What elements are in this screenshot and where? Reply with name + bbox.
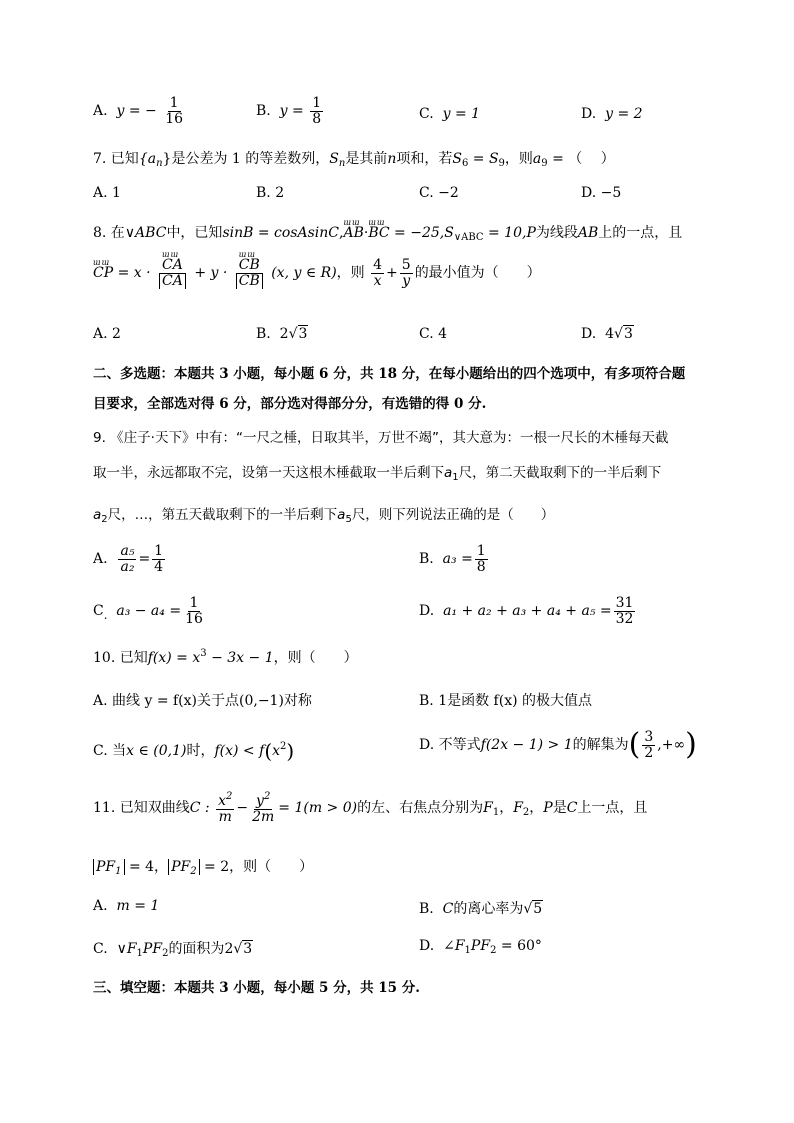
subscript: 1 xyxy=(115,866,122,877)
math: 4 xyxy=(605,326,615,342)
math: C xyxy=(566,800,578,817)
math: f(x) < f xyxy=(214,743,265,759)
q9-option-c xyxy=(93,596,207,626)
numerator: 4 xyxy=(373,257,383,273)
text: 的离心率为 xyxy=(453,901,524,917)
subscript: ∨ABC xyxy=(453,232,484,243)
numerator: 1 xyxy=(189,595,199,611)
radicand: 3 xyxy=(298,326,308,342)
q9-stem-line2 xyxy=(93,461,661,483)
math: a xyxy=(532,151,542,167)
option-expr: y = 1 xyxy=(442,106,481,122)
q8-stem-line1 xyxy=(93,218,683,243)
denominator: 2m xyxy=(252,808,275,825)
text: , xyxy=(339,225,344,241)
math: AB xyxy=(343,225,364,241)
math: (x, y ∈ R) xyxy=(271,265,337,282)
option-label: D. xyxy=(581,106,597,122)
fraction xyxy=(216,792,234,824)
option-label: A. xyxy=(93,551,108,568)
denominator: y xyxy=(402,272,411,289)
option-label: D. xyxy=(581,326,597,342)
q8-option-a: A. 2 xyxy=(93,326,121,342)
q8-option-b xyxy=(256,326,308,342)
text: 为线段 xyxy=(535,225,578,241)
paren: ( xyxy=(264,739,273,763)
math: 2 xyxy=(224,941,234,957)
q6-option-b xyxy=(256,96,325,126)
math: CA xyxy=(162,257,183,273)
math: CB xyxy=(236,273,263,289)
subscript: 2 xyxy=(490,945,497,956)
subscript: 1 xyxy=(464,945,471,956)
math: CB xyxy=(238,257,260,273)
text: 项和，若 xyxy=(396,151,453,167)
denominator: 16 xyxy=(165,110,184,127)
math: y xyxy=(256,793,264,809)
option-label: C. xyxy=(419,106,434,122)
q11-option-d xyxy=(419,938,542,956)
text: 11. 已知双曲线 xyxy=(93,800,190,817)
q10-option-c xyxy=(93,740,294,761)
math: PF xyxy=(171,859,191,875)
math: S xyxy=(452,151,462,167)
sqrt: √3 xyxy=(288,326,308,342)
math: PF xyxy=(96,859,116,875)
math: + xyxy=(386,265,398,282)
numerator: 1 xyxy=(154,543,164,559)
q9-option-b xyxy=(419,544,490,574)
radicand: 3 xyxy=(243,941,253,957)
paren: ) xyxy=(685,727,697,763)
radicand: 3 xyxy=(623,326,633,342)
text: 尺，则下列说法正确的是（ ） xyxy=(351,507,555,523)
denominator xyxy=(157,274,188,289)
text: 取一半，永远都取不完，设第一天这根木棰截取一半后剩下 xyxy=(93,465,444,481)
vector-cp xyxy=(93,258,114,282)
text: 是公差为 1 的等差数列， xyxy=(171,151,330,167)
denominator: a₂ xyxy=(120,558,135,575)
math: ∠F xyxy=(443,938,465,954)
numerator xyxy=(160,250,185,274)
fraction xyxy=(163,96,185,126)
subscript: n xyxy=(338,158,346,169)
text: 时， xyxy=(186,743,215,759)
q8-option-d xyxy=(581,326,634,342)
math: − xyxy=(236,800,249,817)
math: a₃ = xyxy=(442,551,473,568)
q8-stem-line2 xyxy=(93,250,541,289)
option-label: D. xyxy=(419,603,435,620)
vector-mark: ɯɯ xyxy=(162,250,180,259)
q8-option-c: C. 4 xyxy=(419,326,448,342)
text: 尺，…，第五天截取剩下的一半后剩下 xyxy=(107,507,338,523)
text: 尺，第二天截取剩下的一半后剩下 xyxy=(458,465,662,481)
text: 上一点，且 xyxy=(577,800,648,817)
text: C. 当 xyxy=(93,743,127,759)
math: x xyxy=(272,743,281,759)
math: a₁ + a₂ + a₃ + a₄ + a₅ = xyxy=(443,603,612,620)
math: PF xyxy=(470,938,491,954)
math: · xyxy=(363,225,369,241)
q7-option-c: C. −2 xyxy=(419,185,459,201)
denominator: x xyxy=(373,272,382,289)
option-label: C. xyxy=(93,941,108,957)
math: a xyxy=(93,507,102,523)
subscript: 9 xyxy=(498,158,505,169)
math: 2 xyxy=(279,326,289,342)
math: ,+∞ xyxy=(657,737,686,754)
text: ，则 xyxy=(336,265,365,282)
subscript: n xyxy=(156,158,163,169)
superscript: 2 xyxy=(280,741,287,752)
fraction xyxy=(642,730,655,760)
option-label: B. xyxy=(419,901,434,917)
denominator: 16 xyxy=(185,610,203,627)
math: = 60° xyxy=(496,938,542,954)
q11-stem-line2 xyxy=(93,856,313,877)
q11-option-b xyxy=(419,898,543,918)
numerator: 31 xyxy=(615,595,634,611)
subscript: 5 xyxy=(345,514,352,525)
option-expr: y = 2 xyxy=(605,106,643,122)
q7-stem xyxy=(93,148,615,169)
math: S xyxy=(329,151,339,167)
denominator: 4 xyxy=(154,558,164,575)
subscript: 2 xyxy=(190,866,197,877)
math: x ∈ (0,1) xyxy=(126,743,187,759)
fraction xyxy=(614,596,636,626)
text: 是 xyxy=(552,800,567,817)
q9-stem-line1: 9. 《庄子·天下》中有：“一尺之棰，日取其半，万世不竭”，其大意为：一根一尺长的木棰每天截 xyxy=(93,430,669,446)
q9-stem-line3 xyxy=(93,503,554,525)
subscript: 1 xyxy=(136,948,143,959)
math: F xyxy=(483,800,493,817)
denominator: 2 xyxy=(644,744,654,761)
text: D. 不等式 xyxy=(419,737,481,754)
fraction xyxy=(475,544,488,574)
text: ， xyxy=(529,800,544,817)
vector-ab xyxy=(343,218,364,241)
option-label: A. xyxy=(93,898,108,914)
option-label: D. xyxy=(419,938,435,954)
text: ，则 xyxy=(504,151,533,167)
math: = x · xyxy=(113,265,151,282)
denominator: 8 xyxy=(476,558,486,575)
q7-option-b: B. 2 xyxy=(256,185,285,201)
sqrt: √3 xyxy=(233,941,253,957)
math: m = 1 xyxy=(116,898,160,914)
fraction xyxy=(152,544,165,574)
math: f(x) = x xyxy=(147,650,201,666)
math: − 3x − 1 xyxy=(206,650,274,666)
subscript: 2 xyxy=(101,514,108,525)
fraction xyxy=(371,258,384,288)
numerator: 1 xyxy=(312,95,322,111)
q11-option-a xyxy=(93,898,159,914)
numerator: 5 xyxy=(401,257,411,273)
math: = S xyxy=(468,151,499,167)
option-label: B. xyxy=(256,326,271,342)
vector-mark: ɯɯ xyxy=(93,258,111,268)
math: S xyxy=(444,225,454,241)
q7-option-a: A. 1 xyxy=(93,185,121,201)
subscript: 1 xyxy=(492,807,500,819)
math: {a xyxy=(138,151,157,167)
math: + y · xyxy=(194,265,228,282)
math: = −25, xyxy=(389,225,445,241)
unit-vector-ca xyxy=(157,250,188,289)
denominator: 8 xyxy=(312,110,322,127)
math: sinB = cosAsinC xyxy=(222,225,339,241)
text: 8. 在 xyxy=(93,225,125,241)
math: = 10, xyxy=(483,225,527,241)
math: f(2x − 1) > 1 xyxy=(480,737,573,754)
option-label-dot: . xyxy=(103,607,108,622)
q6-option-c xyxy=(419,106,480,122)
math: AB xyxy=(577,225,599,241)
sqrt: √3 xyxy=(614,326,633,342)
math: n xyxy=(387,151,397,167)
math: } xyxy=(162,151,172,167)
fraction xyxy=(183,596,205,626)
q10-stem xyxy=(93,647,358,667)
q11-option-c xyxy=(93,938,253,959)
sqrt: √5 xyxy=(523,901,543,917)
option-expr: y = − xyxy=(116,103,157,120)
text: 的面积为 xyxy=(168,941,225,957)
radicand: 5 xyxy=(533,901,543,917)
text: 7. 已知 xyxy=(93,151,139,167)
q10-option-d xyxy=(419,727,697,763)
math: a xyxy=(444,465,453,481)
math: ∨F xyxy=(116,941,137,957)
q11-stem-line1 xyxy=(93,792,647,824)
math: = xyxy=(138,551,151,568)
q9-option-d xyxy=(419,596,637,626)
section-2-heading-line1: 二、多选题：本题共 3 小题，每小题 6 分，共 18 分，在每小题给出的四个选项中，有多项符合题 xyxy=(93,366,686,382)
subscript: 6 xyxy=(461,158,469,169)
text: = （ ） xyxy=(547,151,615,167)
abs-pf2 xyxy=(168,859,200,875)
superscript: 3 xyxy=(200,648,207,659)
math: PF xyxy=(142,941,163,957)
text: 10. 已知 xyxy=(93,650,148,666)
vector-mark: ɯɯ xyxy=(343,218,361,227)
q6-option-a xyxy=(93,96,187,126)
math: C xyxy=(442,901,454,917)
math: P xyxy=(526,225,536,241)
unit-vector-cb xyxy=(234,250,265,289)
paren: ( xyxy=(628,727,641,763)
math: F xyxy=(513,800,523,817)
subscript: 2 xyxy=(522,807,530,819)
option-label: A. xyxy=(93,103,108,120)
text: 中，已知 xyxy=(166,225,223,241)
math: x xyxy=(218,793,226,809)
math: ∨ABC xyxy=(124,225,167,241)
math: BC xyxy=(368,225,390,241)
math: = 4， xyxy=(124,859,169,875)
numerator: 3 xyxy=(644,729,654,745)
section-2-heading-line2: 目要求，全部选对得 6 分，部分选对得部分分，有选错的得 0 分. xyxy=(93,396,487,412)
option-label: C xyxy=(93,603,104,620)
q9-option-a xyxy=(93,544,167,574)
fraction xyxy=(310,96,323,126)
math: CP xyxy=(93,265,114,282)
math: P xyxy=(543,800,553,817)
denominator: 32 xyxy=(615,610,634,627)
text: ， xyxy=(499,800,514,817)
q10-option-b: B. 1是函数 f(x) 的极大值点 xyxy=(419,693,592,709)
vector-mark: ɯɯ xyxy=(238,250,256,259)
text: 的最小值为（ ） xyxy=(414,265,541,282)
subscript: 2 xyxy=(162,948,169,959)
text: 的解集为 xyxy=(572,737,629,754)
fraction xyxy=(250,792,276,824)
text: = 2，则（ ） xyxy=(199,859,314,875)
numerator xyxy=(237,250,262,274)
denominator xyxy=(234,274,265,289)
subscript: 1 xyxy=(452,472,459,483)
q10-option-a: A. 曲线 y = f(x)关于点(0,−1)对称 xyxy=(93,693,312,709)
math: a₃ − a₄ = xyxy=(116,603,182,620)
fraction xyxy=(400,258,413,288)
paren: ) xyxy=(286,739,295,763)
math: a xyxy=(337,507,346,523)
numerator: 1 xyxy=(476,543,486,559)
math: = 1(m > 0) xyxy=(278,800,358,817)
denominator: m xyxy=(218,808,232,825)
math: C : xyxy=(189,800,210,817)
option-label: B. xyxy=(419,551,434,568)
numerator: 1 xyxy=(169,95,179,111)
text: 的左、右焦点分别为 xyxy=(357,800,484,817)
math: CA xyxy=(159,273,186,289)
q7-option-d: D. −5 xyxy=(581,185,622,201)
subscript: 9 xyxy=(541,158,548,169)
superscript: 2 xyxy=(263,791,271,802)
vector-bc xyxy=(368,218,390,241)
fraction xyxy=(118,544,136,574)
option-expr: y = xyxy=(279,103,304,120)
text: 上的一点，且 xyxy=(598,225,683,241)
option-label: B. xyxy=(256,103,271,120)
numerator: a₅ xyxy=(120,543,135,559)
abs-pf1 xyxy=(93,859,125,875)
superscript: 2 xyxy=(225,791,233,802)
section-3-heading: 三、填空题：本题共 3 小题，每小题 5 分，共 15 分. xyxy=(93,980,420,996)
text: ，则（ ） xyxy=(273,650,358,666)
vector-mark: ɯɯ xyxy=(368,218,386,227)
q6-option-d xyxy=(581,106,643,122)
text: 是其前 xyxy=(345,151,388,167)
